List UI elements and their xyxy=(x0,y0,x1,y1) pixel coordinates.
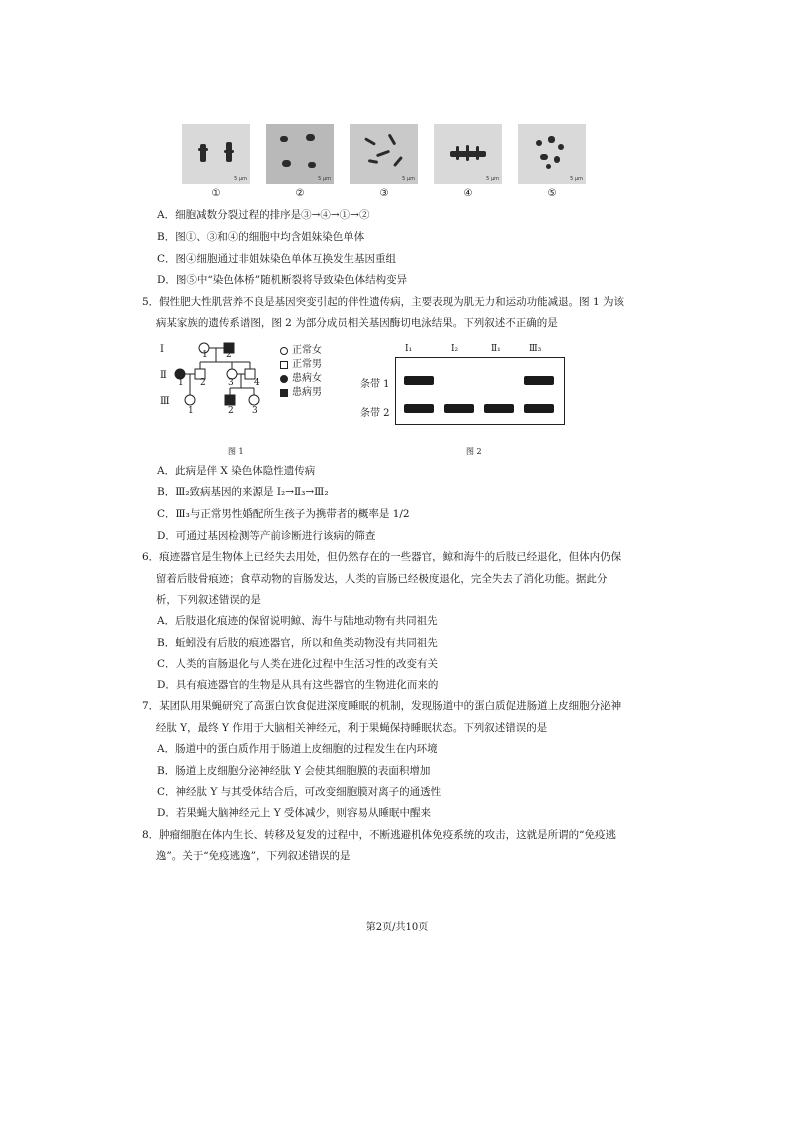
member-number: 1 xyxy=(188,406,194,416)
q7-option-a: A．肠道中的蛋白质作用于肠道上皮细胞的过程发生在内环境 xyxy=(157,743,438,755)
micrograph-2 xyxy=(266,124,334,199)
q5-option-b: B．Ⅲ₂致病基因的来源是 Ⅰ₂→Ⅱ₃→Ⅲ₂ xyxy=(157,486,329,498)
legend-item: 正常女 xyxy=(278,344,322,358)
micrograph-image xyxy=(434,124,502,184)
gel-electrophoresis xyxy=(395,357,565,425)
lane-label: Ⅲ₃ xyxy=(529,344,542,354)
band-label: 条带 1 xyxy=(360,379,390,390)
q6-stem-cont: 析，下列叙述错误的是 xyxy=(142,594,261,606)
micrograph-1 xyxy=(182,124,250,199)
gel-band xyxy=(404,404,434,413)
micrograph-5 xyxy=(518,124,586,199)
band-label: 条带 2 xyxy=(360,408,390,419)
lane-label: Ⅰ₁ xyxy=(405,344,413,354)
q5-option-a: A．此病是伴 X 染色体隐性遗传病 xyxy=(157,465,316,477)
gel-band xyxy=(524,404,554,413)
generation-label: Ⅰ xyxy=(160,344,164,355)
scale-label: 5 μm xyxy=(234,176,247,182)
q6-stem: 6．痕迹器官是生物体上已经失去用处，但仍然存在的一些器官，鲸和海牛的后肢已经退化，但体内仍保 xyxy=(142,551,622,563)
page-number: 第2页/共10页 xyxy=(365,922,429,933)
pedigree-legend xyxy=(278,344,322,400)
member-number: 2 xyxy=(228,406,234,416)
micrograph-label: ④ xyxy=(463,188,473,199)
q6-option-c: C．人类的盲肠退化与人类在进化过程中生活习性的改变有关 xyxy=(157,658,439,670)
generation-label: Ⅱ xyxy=(160,370,167,381)
lane-label: Ⅱ₁ xyxy=(491,344,501,354)
member-number: 1 xyxy=(178,378,184,388)
q5-stem-cont: 病某家族的遗传系谱图，图 2 为部分成员相关基因酶切电泳结果。下列叙述不正确的是 xyxy=(142,317,558,329)
square-open-icon xyxy=(280,361,288,369)
q6-option-b: B．蚯蚓没有后肢的痕迹器官，所以和鱼类动物没有共同祖先 xyxy=(157,637,438,649)
micrograph-image xyxy=(266,124,334,184)
gel-band xyxy=(484,404,514,413)
q5-option-d: D．可通过基因检测等产前诊断进行该病的筛查 xyxy=(157,530,376,542)
figure-1-caption: 图 1 xyxy=(228,447,244,456)
q4-option-c: C．图④细胞通过非姐妹染色单体互换发生基因重组 xyxy=(157,253,397,265)
legend-item: 正常男 xyxy=(278,358,322,372)
micrograph-4 xyxy=(434,124,502,199)
q7-stem-cont: 经肽 Y，最终 Y 作用于大脑相关神经元，利于果蝇保持睡眠状态。下列叙述错误的是 xyxy=(142,722,548,734)
micrograph-label: ⑤ xyxy=(547,188,557,199)
micrograph-3 xyxy=(350,124,418,199)
square-filled-icon xyxy=(280,389,288,397)
q7-stem: 7．某团队用果蝇研究了高蛋白饮食促进深度睡眠的机制，发现肠道中的蛋白质促进肠道上皮细胞分泌神 xyxy=(142,700,622,712)
gel-band xyxy=(404,376,434,385)
micrograph-image xyxy=(518,124,586,184)
scale-label: 5 μm xyxy=(318,176,331,182)
q7-option-d: D．若果蝇大脑神经元上 Y 受体减少，则容易从睡眠中醒来 xyxy=(157,807,432,819)
q4-option-d: D．图⑤中“染色体桥”随机断裂将导致染色体结构变异 xyxy=(157,274,408,286)
pedigree-figure xyxy=(150,338,360,458)
scale-label: 5 μm xyxy=(570,176,583,182)
circle-open-icon xyxy=(280,347,288,355)
scale-label: 5 μm xyxy=(486,176,499,182)
legend-item: 患病男 xyxy=(278,386,322,400)
micrograph-image xyxy=(182,124,250,184)
micrograph-strip xyxy=(182,124,588,204)
micrograph-label: ① xyxy=(211,188,221,199)
figure-2-caption: 图 2 xyxy=(466,447,482,456)
member-number: 2 xyxy=(200,378,206,388)
q5-option-c: C．Ⅲ₃与正常男性婚配所生孩子为携带者的概率是 1/2 xyxy=(157,508,410,520)
legend-item: 患病女 xyxy=(278,372,322,386)
member-number: 1 xyxy=(202,350,208,360)
q6-option-d: D．具有痕迹器官的生物是从具有这些器官的生物进化而来的 xyxy=(157,679,439,691)
q4-option-a: A．细胞减数分裂过程的排序是③→④→①→② xyxy=(157,209,370,221)
q7-option-b: B．肠道上皮细胞分泌神经肽 Y 会使其细胞膜的表面积增加 xyxy=(157,765,431,777)
member-number: 3 xyxy=(252,406,258,416)
lane-label: Ⅰ₂ xyxy=(451,344,459,354)
micrograph-label: ② xyxy=(295,188,305,199)
generation-label: Ⅲ xyxy=(160,396,170,407)
q6-stem-cont: 留着后肢骨痕迹；食草动物的盲肠发达，人类的盲肠已经极度退化，完全失去了消化功能。据此分 xyxy=(142,573,608,585)
q8-stem-cont: 逸”。关于“免疫逃逸”，下列叙述错误的是 xyxy=(142,850,351,862)
q8-stem: 8．肿瘤细胞在体内生长、转移及复发的过程中，不断逃避机体免疫系统的攻击，这就是所谓的“免疫逃 xyxy=(142,829,617,841)
q4-option-b: B．图①、③和④的细胞中均含姐妹染色单体 xyxy=(157,231,365,243)
member-number: 2 xyxy=(226,350,232,360)
member-number: 4 xyxy=(254,378,260,388)
scale-label: 5 μm xyxy=(402,176,415,182)
micrograph-label: ③ xyxy=(379,188,389,199)
member-number: 3 xyxy=(228,378,234,388)
gel-lane-labels xyxy=(395,344,565,358)
q5-stem: 5．假性肥大性肌营养不良是基因突变引起的伴性遗传病，主要表现为肌无力和运动功能减退。图 1 为该 xyxy=(142,296,625,308)
circle-filled-icon xyxy=(280,375,288,383)
q6-option-a: A．后肢退化痕迹的保留说明鲸、海牛与陆地动物有共同祖先 xyxy=(157,615,438,627)
gel-band xyxy=(444,404,474,413)
micrograph-image xyxy=(350,124,418,184)
gel-band xyxy=(524,376,554,385)
q7-option-c: C．神经肽 Y 与其受体结合后，可改变细胞膜对离子的通透性 xyxy=(157,786,442,798)
